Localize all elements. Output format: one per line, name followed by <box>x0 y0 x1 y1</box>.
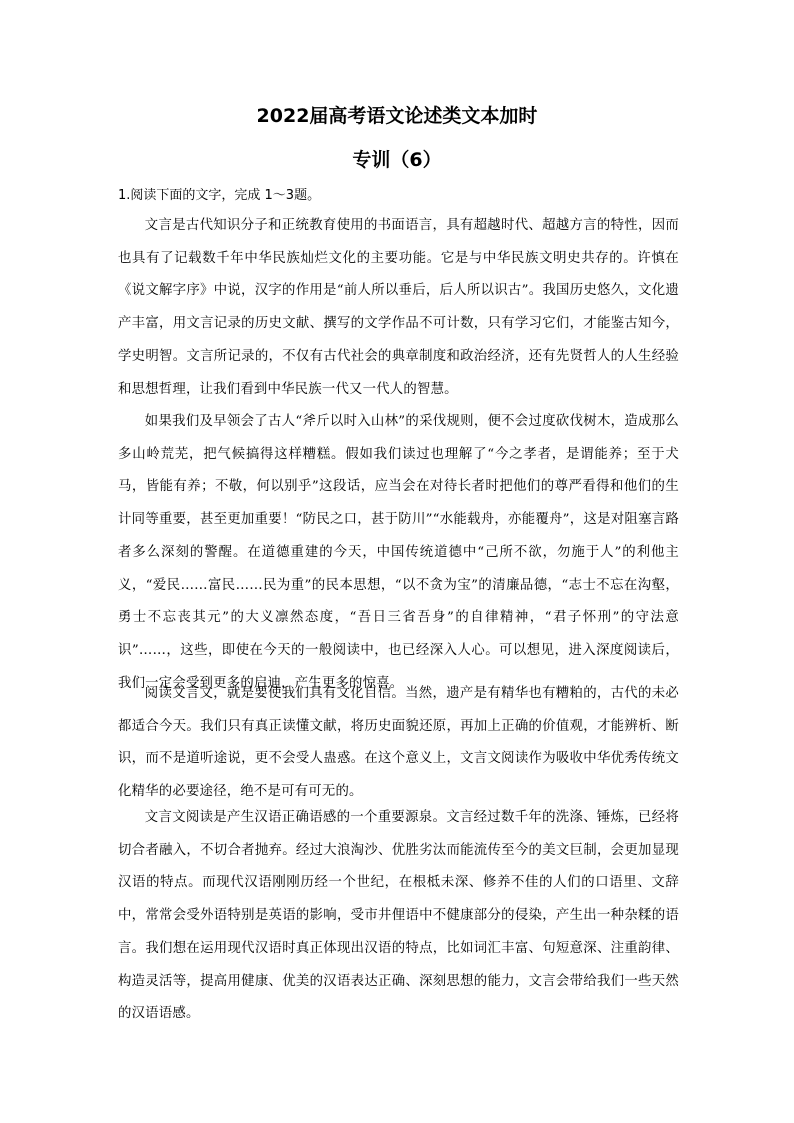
document-title-line-2: 专训（6） <box>352 149 442 171</box>
question-prompt: 1.阅读下面的文字，完成 1～3题。 <box>118 188 321 203</box>
body-paragraph-4: 文言文阅读是产生汉语正确语感的一个重要源泉。文言经过数千年的洗涤、锤炼，已经将切合者融入，不切合者抛弃。经过大浪淘沙、优胜劣汰而能流传至今的美文巨制，会更加显现汉语的特点。而现代汉语刚刚历经一个世纪，在根柢未深、修养不佳的人们的口语里、文辞中，常常会受外语特别是英语的影响，受市井俚语中不健康部分的侵染，产生出一种杂糅的语言。我们想在运用现代汉语时真正体现出汉语的特点，比如词汇丰富、句短意深、注重韵律、构造灵活等，提高用健康、优美的汉语表达正确、深刻思想的能力，文言会带给我们一些天然的汉语语感。 <box>118 810 679 1022</box>
body-paragraph-1: 文言是古代知识分子和正统教育使用的书面语言，具有超越时代、超越方言的特性，因而也具有了记载数千年中华民族灿烂文化的主要功能。它是与中华民族文明史共存的。许慎在《说文解字序》中说，汉字的作用是“前人所以垂后，后人所以识古”。我国历史悠久，文化遗产丰富，用文言记录的历史文献、撰写的文学作品不可计数，只有学习它们，才能鉴古知今，学史明智。文言所记录的，不仅有古代社会的典章制度和政治经济，还有先贤哲人的人生经验和思想哲理，让我们看到中华民族一代又一代人的智慧。 <box>118 218 679 397</box>
body-paragraph-2: 如果我们及早领会了古人“斧斤以时入山林”的采伐规则，便不会过度砍伐树木，造成那么多山岭荒芜，把气候搞得这样糟糕。假如我们读过也理解了“今之孝者，是谓能养；至于犬马，皆能有养；不敬，何以别乎”这段话，应当会在对待长者时把他们的尊严看得和他们的生计同等重要，甚至更加重要！“防民之口，甚于防川”“水能载舟，亦能覆舟”，这是对阻塞言路者多么深刻的警醒。在道德重建的今天，中国传统道德中“己所不欲，勿施于人”的利他主义，“爱民……富民……民为重”的民本思想，“以不贪为宝”的清廉品德，“志士不忘在沟壑，勇士不忘丧其元”的大义凛然态度，“吾日三省吾身”的自律精神，“君子怀刑”的守法意识”……，这些，即使在今天的一般阅读中，也已经深入人心。可以想见，进入深度阅读后，我们一定会受到更多的启迪，产生更多的惊喜。 <box>118 414 679 691</box>
document-title-line-1: 2022届高考语文论述类文本加时 <box>256 105 538 127</box>
body-paragraph-3: 阅读文言文，就是要使我们具有文化自信。当然，遗产是有精华也有糟粕的，古代的未必都适合今天。我们只有真正读懂文献，将历史面貌还原，再加上正确的价值观，才能辨析、断识，而不是道听途说，更不会受人蛊惑。在这个意义上，文言文阅读作为吸收中华优秀传统文化精华的必要途径，绝不是可有可无的。 <box>118 686 679 800</box>
